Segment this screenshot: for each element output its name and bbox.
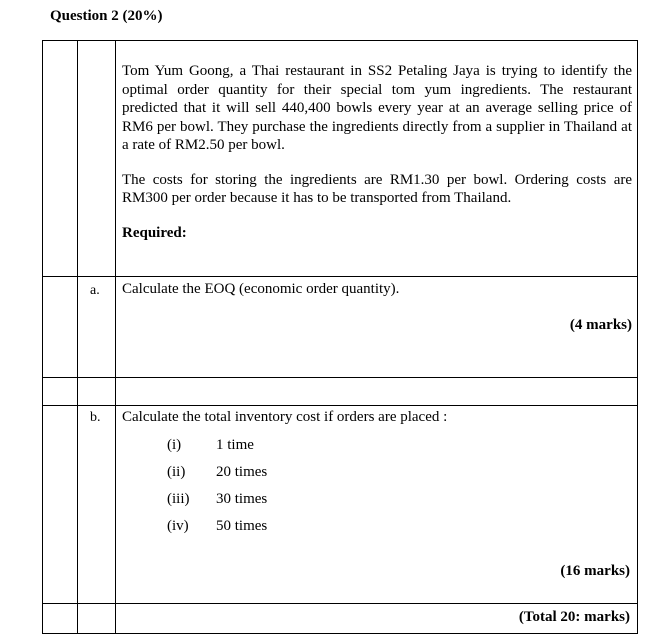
part-b-label: b. bbox=[90, 410, 101, 425]
option-number: (iii) bbox=[167, 491, 190, 507]
table-border-left bbox=[42, 40, 43, 634]
intro-paragraph: The costs for storing the ingredients are RM1.30 per bowl. Ordering costs are RM300 per order because it has to be transported from Thailand. bbox=[122, 171, 632, 206]
option-text: 30 times bbox=[216, 491, 268, 507]
table-divider bbox=[42, 377, 637, 378]
table-border-top bbox=[42, 40, 637, 41]
table-border-bottom bbox=[42, 633, 637, 634]
part-a-label: a. bbox=[90, 283, 100, 298]
option-text: 50 times bbox=[216, 518, 268, 534]
option-number: (iv) bbox=[167, 518, 189, 534]
table-divider bbox=[42, 276, 637, 277]
table-column-divider bbox=[115, 40, 116, 634]
table-border-right bbox=[637, 40, 638, 634]
intro-paragraph: Tom Yum Goong, a Thai restaurant in SS2 Petaling Jaya is trying to identify the optimal order quantity for their special tom yum ingredients. The restaurant predicted that it will sell 440,400 bowls every year at an average selling price of RM6 per bowl. They purchase the ingredients directly from a supplier in Thailand at a rate of RM2.50 per bowl. bbox=[122, 63, 632, 153]
table-column-divider bbox=[77, 40, 78, 634]
option-text: 1 time bbox=[216, 437, 254, 453]
option-number: (ii) bbox=[167, 464, 186, 480]
part-b-marks: (16 marks) bbox=[560, 563, 630, 579]
total-marks: (Total 20: marks) bbox=[518, 609, 630, 625]
part-a-text: Calculate the EOQ (economic order quantity). bbox=[122, 281, 400, 297]
table-divider bbox=[42, 405, 637, 406]
part-a-marks: (4 marks) bbox=[569, 317, 632, 333]
question-intro bbox=[122, 62, 632, 258]
option-text: 20 times bbox=[216, 464, 268, 480]
table-divider bbox=[42, 603, 637, 604]
required-label: Required: bbox=[122, 224, 187, 241]
part-b-text: Calculate the total inventory cost if orders are placed : bbox=[122, 409, 448, 425]
option-number: (i) bbox=[167, 437, 182, 453]
question-title: Question 2 (20%) bbox=[50, 8, 163, 24]
